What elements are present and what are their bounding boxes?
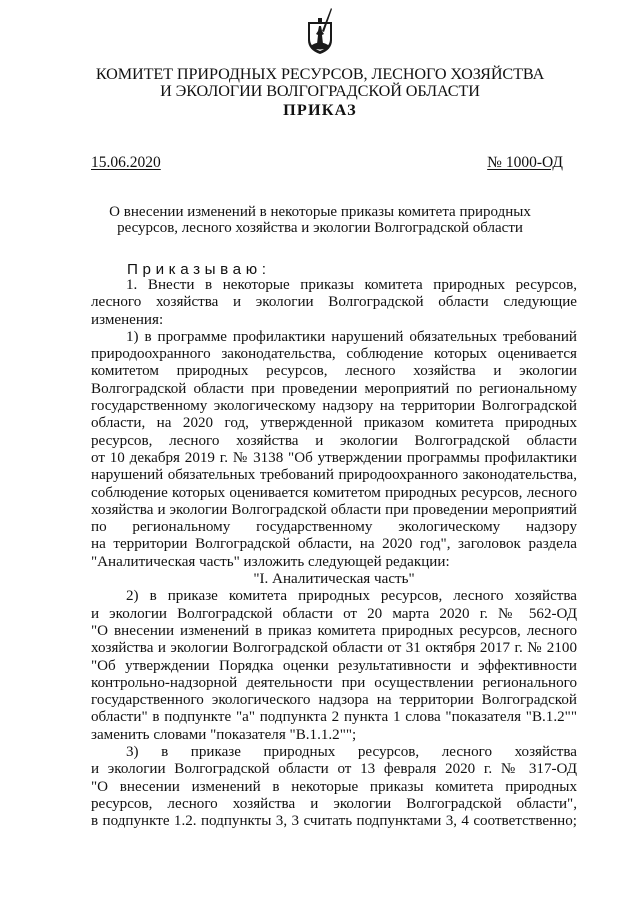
body-text-line: "О внесении изменений в приказ комитета природных ресурсов, лесного <box>91 622 577 639</box>
document-type-title: ПРИКАЗ <box>283 101 357 119</box>
document-date: 15.06.2020 <box>91 154 161 171</box>
body-text-line: области, на 2020 год, утвержденной приказом комитета природных <box>91 415 577 432</box>
body-text-line: от 10 декабря 2019 г. № 3138 "Об утверждении программы профилактики <box>91 449 577 466</box>
body-text-line: лесного хозяйства и экологии Волгоградской области следующие <box>91 294 577 311</box>
body-text-line: Волгоградской области при проведении мероприятий по региональному <box>91 380 577 397</box>
body-text-line: государственному экологическому надзору на территории Волгоградской <box>91 398 577 415</box>
body-text-line: на территории Волгоградской области, на 2020 год", заголовок раздела <box>91 536 577 553</box>
body-text-line: по региональному государственному экологическому надзору <box>91 519 577 536</box>
body-text-line: и экологии Волгоградской области от 13 февраля 2020 г. № 317-ОД <box>91 761 577 778</box>
body-text-line: 3) в приказе природных ресурсов, лесного хозяйства <box>126 744 577 761</box>
body-text-line: ресурсов, лесного хозяйства и экологии Волгоградской области <box>91 432 577 449</box>
body-text-line: государственного экологического надзора на территории Волгоградской <box>91 692 577 709</box>
body-text-line: хозяйства и экологии Волгоградской области от 31 октября 2017 г. № 2100 <box>91 640 577 657</box>
document-subject <box>0 205 640 236</box>
body-text-line: 2) в приказе комитета природных ресурсов, лесного хозяйства <box>126 588 577 605</box>
body-text-line: природоохранного законодательства, соблюдение которых оценивается <box>91 346 577 363</box>
body-text-line: 1) в программе профилактики нарушений обязательных требований <box>126 328 577 345</box>
body-text-line: изменения: <box>91 311 164 328</box>
body-text-line: "Об утверждении Порядка оценки результативности и эффективности <box>91 657 577 674</box>
body-text-line: в подпункте 1.2. подпункты 3, 3 считать подпунктами 3, 4 соответственно; <box>91 813 577 830</box>
committee-name-line-1: КОМИТЕТ ПРИРОДНЫХ РЕСУРСОВ, ЛЕСНОГО ХОЗЯЙСТВА <box>95 65 545 83</box>
order-word: Приказываю: <box>127 261 271 278</box>
body-text-line: области" в подпункте "а" подпункта 2 пункта 1 слова "показателя "В.1.2"" <box>91 709 577 726</box>
committee-name-line-2: И ЭКОЛОГИИ ВОЛГОГРАДСКОЙ ОБЛАСТИ <box>160 82 480 100</box>
document-body <box>91 277 577 831</box>
body-text-line: "Аналитическая часть" изложить следующей редакции: <box>91 553 450 570</box>
document-number: № 1000-ОД <box>487 154 563 171</box>
body-text-line: комитетом природных ресурсов, лесного хозяйства и экологии <box>91 363 577 380</box>
body-text-line: 1. Внести в некоторые приказы комитета природных ресурсов, <box>126 277 577 293</box>
body-text-line: соблюдение которых оценивается комитетом природных ресурсов, лесного <box>91 484 577 501</box>
body-text-line: заменить словами "показателя "В.1.1.2""; <box>91 726 357 743</box>
body-text-line: контрольно-надзорной деятельности при осуществлении регионального <box>91 674 577 691</box>
body-text-line: нарушений обязательных требований природоохранного законодательства, <box>91 467 577 484</box>
body-text-line: "О внесении изменений в некоторые приказы комитета природных <box>91 778 577 795</box>
committee-header <box>0 66 640 119</box>
subject-line: ресурсов, лесного хозяйства и экологии Волгоградской области <box>117 219 523 236</box>
body-text-line: ресурсов, лесного хозяйства и экологии Волгоградской области", <box>91 795 577 812</box>
body-text-line: хозяйства и экологии Волгоградской области при проведении мероприятий <box>91 501 577 518</box>
subject-line: О внесении изменений в некоторые приказы комитета природных <box>109 204 531 220</box>
body-text-line: "I. Аналитическая часть" <box>253 571 415 588</box>
volgograd-emblem-icon <box>304 4 336 56</box>
body-text-line: и экологии Волгоградской области от 20 марта 2020 г. № 562-ОД <box>91 605 577 622</box>
